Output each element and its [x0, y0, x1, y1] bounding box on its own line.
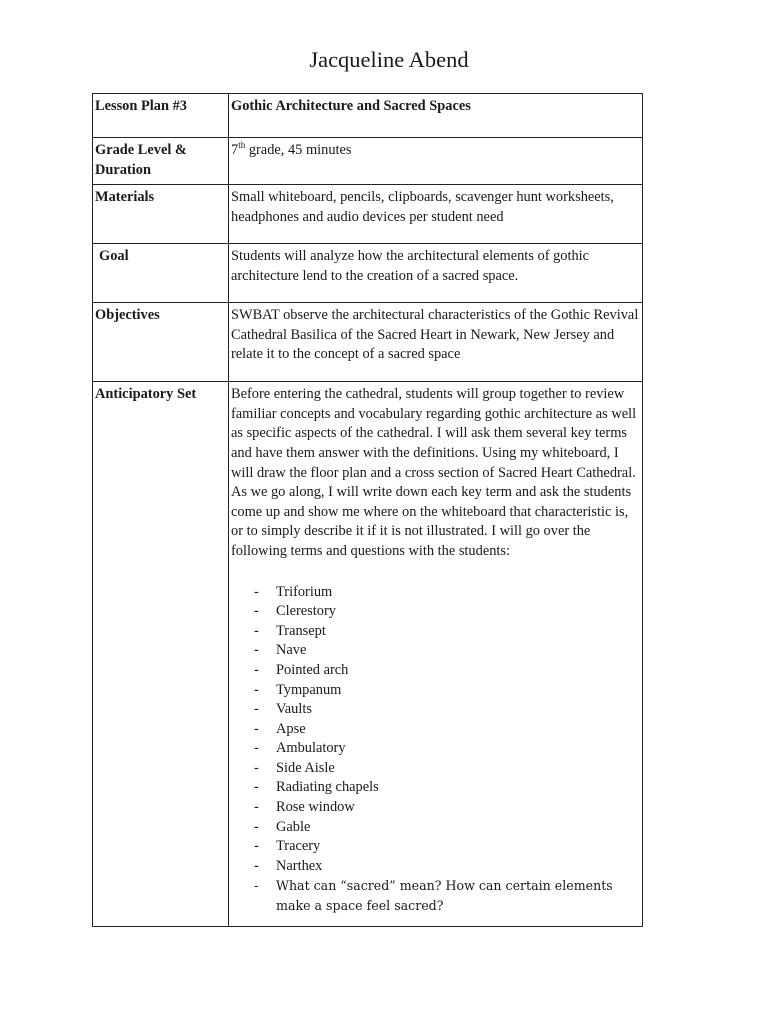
key-term-item — [231, 778, 640, 798]
list-item-text: What can “sacred” mean? How can certain elements make a space feel sacred? — [276, 878, 613, 914]
key-term-item — [231, 857, 640, 877]
list-bullet-dash: - — [254, 642, 259, 659]
list-item-text: Ambulatory — [276, 740, 346, 757]
key-term-item — [231, 818, 640, 838]
list-item-text: Tracery — [276, 838, 321, 855]
key-terms-list — [231, 583, 640, 916]
grade-duration: grade, 45 minutes — [245, 142, 352, 158]
key-term-item — [231, 700, 640, 720]
discussion-question-item — [231, 876, 640, 915]
lesson-plan-table — [92, 93, 643, 927]
key-term-item — [231, 661, 640, 681]
row-objectives — [93, 303, 643, 382]
list-bullet-dash: - — [254, 740, 259, 757]
list-bullet-dash: - — [254, 857, 259, 874]
list-bullet-dash: - — [254, 878, 259, 894]
anticipatory-set-label: Anticipatory Set — [93, 382, 229, 927]
grade-level-label: Grade Level & Duration — [93, 138, 229, 185]
list-item-text: Gable — [276, 818, 311, 835]
key-term-item — [231, 622, 640, 642]
key-term-item — [231, 681, 640, 701]
list-bullet-dash: - — [254, 583, 259, 600]
grade-ordinal: th — [238, 140, 246, 150]
list-item-text: Apse — [276, 720, 306, 737]
key-term-item — [231, 641, 640, 661]
key-term-item — [231, 837, 640, 857]
list-item-text: Transept — [276, 622, 326, 639]
goal-value: Students will analyze how the architectural elements of gothic architecture lend to the creation of a sacred space. — [229, 244, 643, 303]
list-item-text: Rose window — [276, 799, 355, 816]
anticipatory-set-intro: Before entering the cathedral, students will group together to review familiar concepts and vocabulary regarding gothic architecture as well as specific aspects of the cathedral. I will ask them several key terms and have them answer with the definitions. Using my whiteboard, I will draw the floor plan and a cross section of Sacred Heart Cathedral. As we go along, I will write down each key term and ask the students come up and show me where on the whiteboard that characteristic is, or to simply describe it if it is not illustrated. I will go over the following terms and questions with the students: — [231, 386, 637, 559]
materials-value: Small whiteboard, pencils, clipboards, scavenger hunt worksheets, headphones and audio devices per student need — [229, 185, 643, 244]
list-item-text: Triforium — [276, 583, 333, 600]
author-name: Jacqueline Abend — [309, 47, 469, 72]
list-bullet-dash: - — [254, 838, 259, 855]
key-term-item — [231, 798, 640, 818]
list-item-text: Side Aisle — [276, 759, 335, 776]
list-item-text: Nave — [276, 642, 307, 659]
list-item-text: Tympanum — [276, 681, 342, 698]
key-term-item — [231, 759, 640, 779]
objectives-label: Objectives — [93, 303, 229, 382]
row-goal — [93, 244, 643, 303]
key-term-item — [231, 583, 640, 603]
list-item-text: Clerestory — [276, 603, 336, 620]
list-item-text: Radiating chapels — [276, 779, 379, 796]
lesson-plan-label: Lesson Plan #3 — [93, 94, 229, 138]
list-bullet-dash: - — [254, 799, 259, 816]
key-term-item — [231, 739, 640, 759]
row-materials — [93, 185, 643, 244]
key-term-item — [231, 720, 640, 740]
anticipatory-set-value — [229, 382, 643, 927]
lesson-plan-title: Gothic Architecture and Sacred Spaces — [229, 94, 643, 138]
list-bullet-dash: - — [254, 603, 259, 620]
grade-number: 7 — [231, 142, 239, 158]
row-grade-level — [93, 138, 643, 185]
list-item-text: Pointed arch — [276, 661, 349, 678]
row-anticipatory-set — [93, 382, 643, 927]
key-term-item — [231, 602, 640, 622]
grade-level-value — [229, 138, 643, 185]
materials-label: Materials — [93, 185, 229, 244]
list-bullet-dash: - — [254, 622, 259, 639]
objectives-value: SWBAT observe the architectural characteristics of the Gothic Revival Cathedral Basilica of the Sacred Heart in Newark, New Jersey and relate it to the concept of a sacred space — [229, 303, 643, 382]
list-item-text: Vaults — [276, 701, 312, 718]
list-bullet-dash: - — [254, 720, 259, 737]
row-lesson-plan — [93, 94, 643, 138]
list-bullet-dash: - — [254, 681, 259, 698]
list-bullet-dash: - — [254, 701, 259, 718]
list-bullet-dash: - — [254, 779, 259, 796]
list-item-text: Narthex — [276, 857, 323, 874]
list-bullet-dash: - — [254, 818, 259, 835]
goal-label: Goal — [93, 244, 229, 303]
list-bullet-dash: - — [254, 661, 259, 678]
list-bullet-dash: - — [254, 759, 259, 776]
